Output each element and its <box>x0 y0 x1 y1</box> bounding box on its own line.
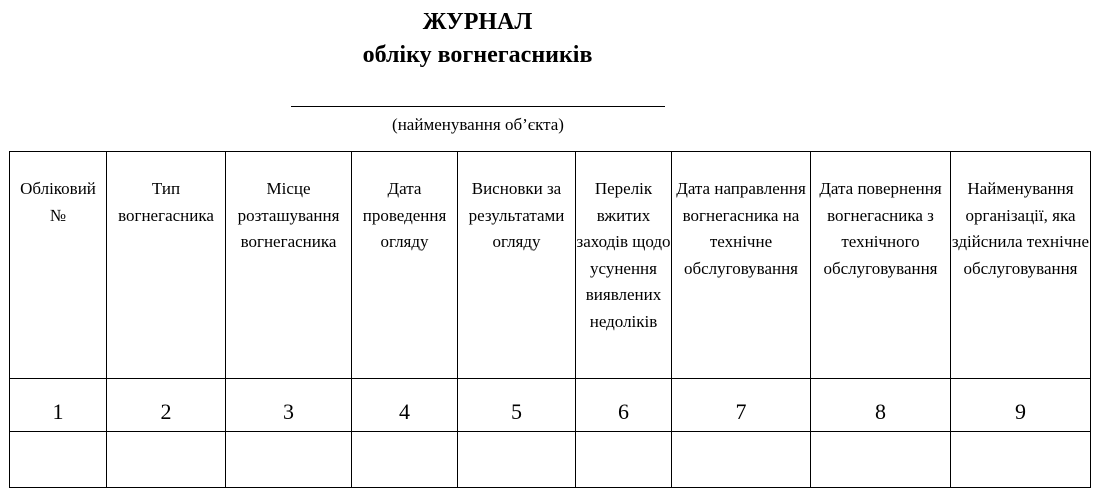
extinguisher-journal-table <box>9 151 1091 488</box>
table-header-row <box>10 152 1091 379</box>
empty-cell <box>951 432 1091 488</box>
header-inspection-date: Дата проведення огляду <box>352 152 458 379</box>
header-account-number: Обліковий № <box>10 152 107 379</box>
object-name-caption: (найменування об’єкта) <box>392 115 564 134</box>
column-number: 2 <box>107 379 226 432</box>
empty-cell <box>576 432 672 488</box>
empty-cell <box>458 432 576 488</box>
column-number: 1 <box>10 379 107 432</box>
header-measures-taken: Перелік вжитих заходів щодо усунення виявлених недоліків <box>576 152 672 379</box>
column-number: 6 <box>576 379 672 432</box>
column-number: 7 <box>672 379 811 432</box>
empty-entry-row <box>10 432 1091 488</box>
column-number: 5 <box>458 379 576 432</box>
header-extinguisher-type: Тип вогнегасника <box>107 152 226 379</box>
header-location: Місце розташування вогнегасника <box>226 152 352 379</box>
header-inspection-conclusions: Висновки за результатами огляду <box>458 152 576 379</box>
column-number: 9 <box>951 379 1091 432</box>
column-number: 3 <box>226 379 352 432</box>
empty-cell <box>811 432 951 488</box>
object-name-blank-line <box>291 106 665 107</box>
journal-subtitle: обліку вогнегасників <box>362 42 593 68</box>
column-number-row <box>10 379 1091 432</box>
empty-cell <box>107 432 226 488</box>
header-service-organization: Найменування організації, яка здійснила технічне обслуговування <box>951 152 1091 379</box>
empty-cell <box>672 432 811 488</box>
header-sent-for-service-date: Дата направлення вогнегасника на технічне обслуговування <box>672 152 811 379</box>
empty-cell <box>226 432 352 488</box>
empty-cell <box>352 432 458 488</box>
empty-cell <box>10 432 107 488</box>
header-return-from-service-date: Дата повернення вогнегасника з технічного обслуговування <box>811 152 951 379</box>
column-number: 4 <box>352 379 458 432</box>
column-number: 8 <box>811 379 951 432</box>
journal-title: ЖУРНАЛ <box>422 9 533 35</box>
